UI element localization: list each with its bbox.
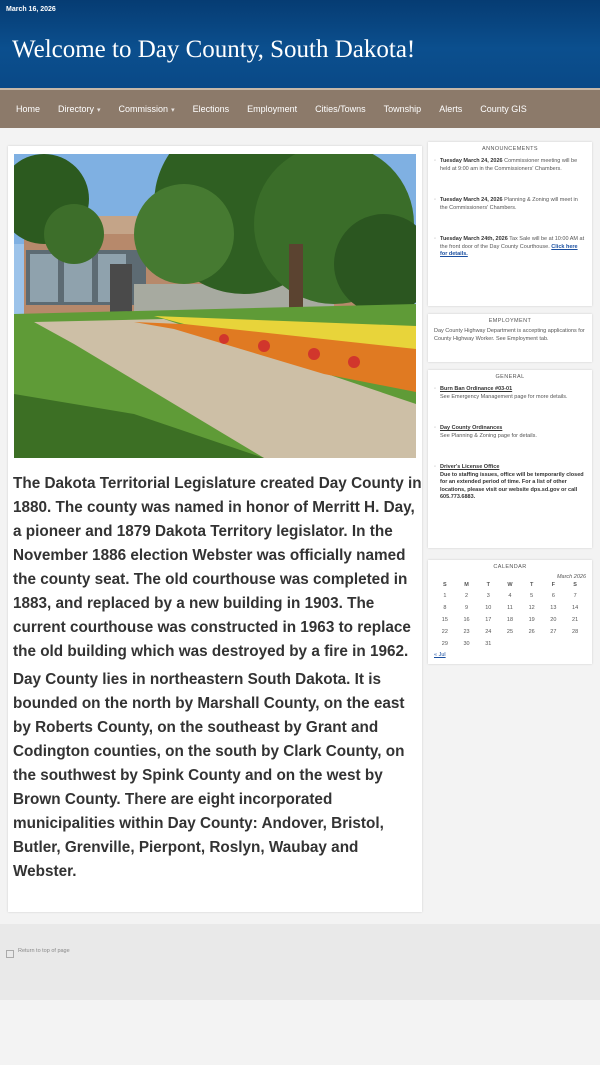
geography-paragraph: Day County lies in northeastern South Dakota. It is bounded on the north by Marshall County, on the east by Roberts County, on the southeast by Grant and Codington counties, on the south by Clark County, on the southwest by Spink County and on the west by Brown County. There are eight incorporated municipalities within Day County: Andover, Bristol, Butler, Grenville, Pierpont, Roslyn, Waubay and Webster. bbox=[13, 671, 405, 880]
general-title: GENERAL bbox=[495, 374, 525, 380]
general-item: ◦ Day County Ordinances See Planning & Zoning page for details. bbox=[434, 425, 537, 439]
calendar-title: CALENDAR bbox=[493, 564, 527, 570]
calendar-grid: S M T W T F S 1 2 3 4 5 6 7 8 9 10 11 12 13 14 15 16 17 18 19 20 21 22 23 24 25 26 27 28 29 30 31 bbox=[434, 580, 586, 650]
bullet-icon: ◦ bbox=[434, 158, 437, 164]
county-description bbox=[13, 472, 423, 888]
general-item: ◦ Driver's License Office Due to staffing issues, office will be temporarily closed for an extended period of time. For a list of other locations, please visit our website dps.sd.gov or call 605.773.6883. bbox=[434, 464, 584, 500]
calendar-week: 1 2 3 4 5 6 7 bbox=[443, 593, 577, 599]
bullet-icon: ◦ bbox=[434, 464, 437, 470]
announcement-item: ◦ Tuesday March 24th, 2026 Tax Sale will be at 10:00 AM at the front door of the Day County Courthouse. Click here for details. bbox=[434, 236, 585, 257]
employment-notice: Day County Highway Department is accepting applications for County Highway Worker. See Employment tab. bbox=[434, 328, 585, 342]
nav-item-commission[interactable]: Commission ▾ bbox=[118, 104, 175, 114]
burn-ban-link[interactable]: Burn Ban Ordinance #03-01 bbox=[440, 386, 513, 392]
nav-item-county-gis[interactable]: County GIS bbox=[480, 104, 527, 114]
history-paragraph: The Dakota Territorial Legislature created Day County in 1880. The county was named in honor of Merritt H. Day, a pioneer and 1879 Dakota Territory legislator. In the November 1886 election Webster was officially named the county seat. The old courthouse was completed in 1883, and replaced by a new building in 1903. The current courthouse was constructed in 1963 to replace the old building which was destroyed by a fire in 1962. bbox=[13, 475, 422, 660]
courthouse-photo bbox=[14, 154, 416, 458]
nav-item-cities-towns[interactable]: Cities/Towns bbox=[315, 104, 366, 114]
bullet-icon: ◦ bbox=[434, 236, 437, 242]
nav-item-employment[interactable]: Employment bbox=[247, 104, 298, 114]
calendar-week: 29 30 31 bbox=[441, 641, 492, 647]
calendar-month: March 2026 bbox=[556, 574, 586, 580]
employment-title: EMPLOYMENT bbox=[488, 318, 532, 324]
general-box bbox=[428, 370, 592, 548]
ordinances-link[interactable]: Day County Ordinances bbox=[440, 425, 503, 431]
bullet-icon: ◦ bbox=[434, 386, 437, 392]
chevron-down-icon: ▾ bbox=[171, 107, 175, 114]
chevron-down-icon: ▾ bbox=[97, 107, 101, 114]
bullet-icon: ◦ bbox=[434, 425, 437, 431]
nav-item-township[interactable]: Township bbox=[383, 104, 422, 114]
announcement-item: ◦ Tuesday March 24, 2026 Planning & Zoning will meet in the Commissioners' Chambers. bbox=[434, 197, 578, 211]
announcements-box bbox=[428, 142, 592, 306]
nav-item-home[interactable]: Home bbox=[16, 104, 41, 114]
calendar-prev-link[interactable]: « Jul bbox=[434, 652, 446, 658]
nav-item-elections[interactable]: Elections bbox=[192, 104, 230, 114]
current-date: March 16, 2026 bbox=[6, 6, 56, 13]
announcements-title: ANNOUNCEMENTS bbox=[482, 146, 538, 152]
general-item: ◦ Burn Ban Ordinance #03-01 See Emergency Management page for more details. bbox=[434, 386, 568, 400]
page-footer bbox=[0, 924, 600, 1000]
nav-item-alerts[interactable]: Alerts bbox=[439, 104, 463, 114]
calendar-box bbox=[428, 560, 592, 664]
calendar-week: 8 9 10 11 12 13 14 bbox=[443, 605, 579, 611]
bullet-icon: ◦ bbox=[434, 197, 437, 203]
main-content bbox=[8, 146, 422, 912]
site-title[interactable]: Welcome to Day County, South Dakota! bbox=[12, 36, 416, 63]
arrow-up-icon bbox=[6, 950, 14, 958]
drivers-license-link[interactable]: Driver's License Office bbox=[440, 464, 500, 470]
return-to-top-link[interactable]: Return to top of page bbox=[6, 944, 70, 958]
sidebar bbox=[428, 142, 592, 672]
nav-item-directory[interactable]: Directory ▾ bbox=[58, 104, 101, 114]
calendar-week: 15 16 17 18 19 20 21 bbox=[441, 617, 579, 623]
site-header bbox=[0, 0, 600, 88]
announcement-item: ◦ Tuesday March 24, 2026 Commissioner meeting will be held at 9:00 am in the Commissioners' Chambers. bbox=[434, 158, 578, 172]
employment-box bbox=[428, 314, 592, 362]
calendar-week: 22 23 24 25 26 27 28 bbox=[441, 629, 579, 635]
main-nav bbox=[0, 88, 600, 128]
tax-sale-details-link[interactable]: Click here for details. bbox=[440, 243, 578, 257]
